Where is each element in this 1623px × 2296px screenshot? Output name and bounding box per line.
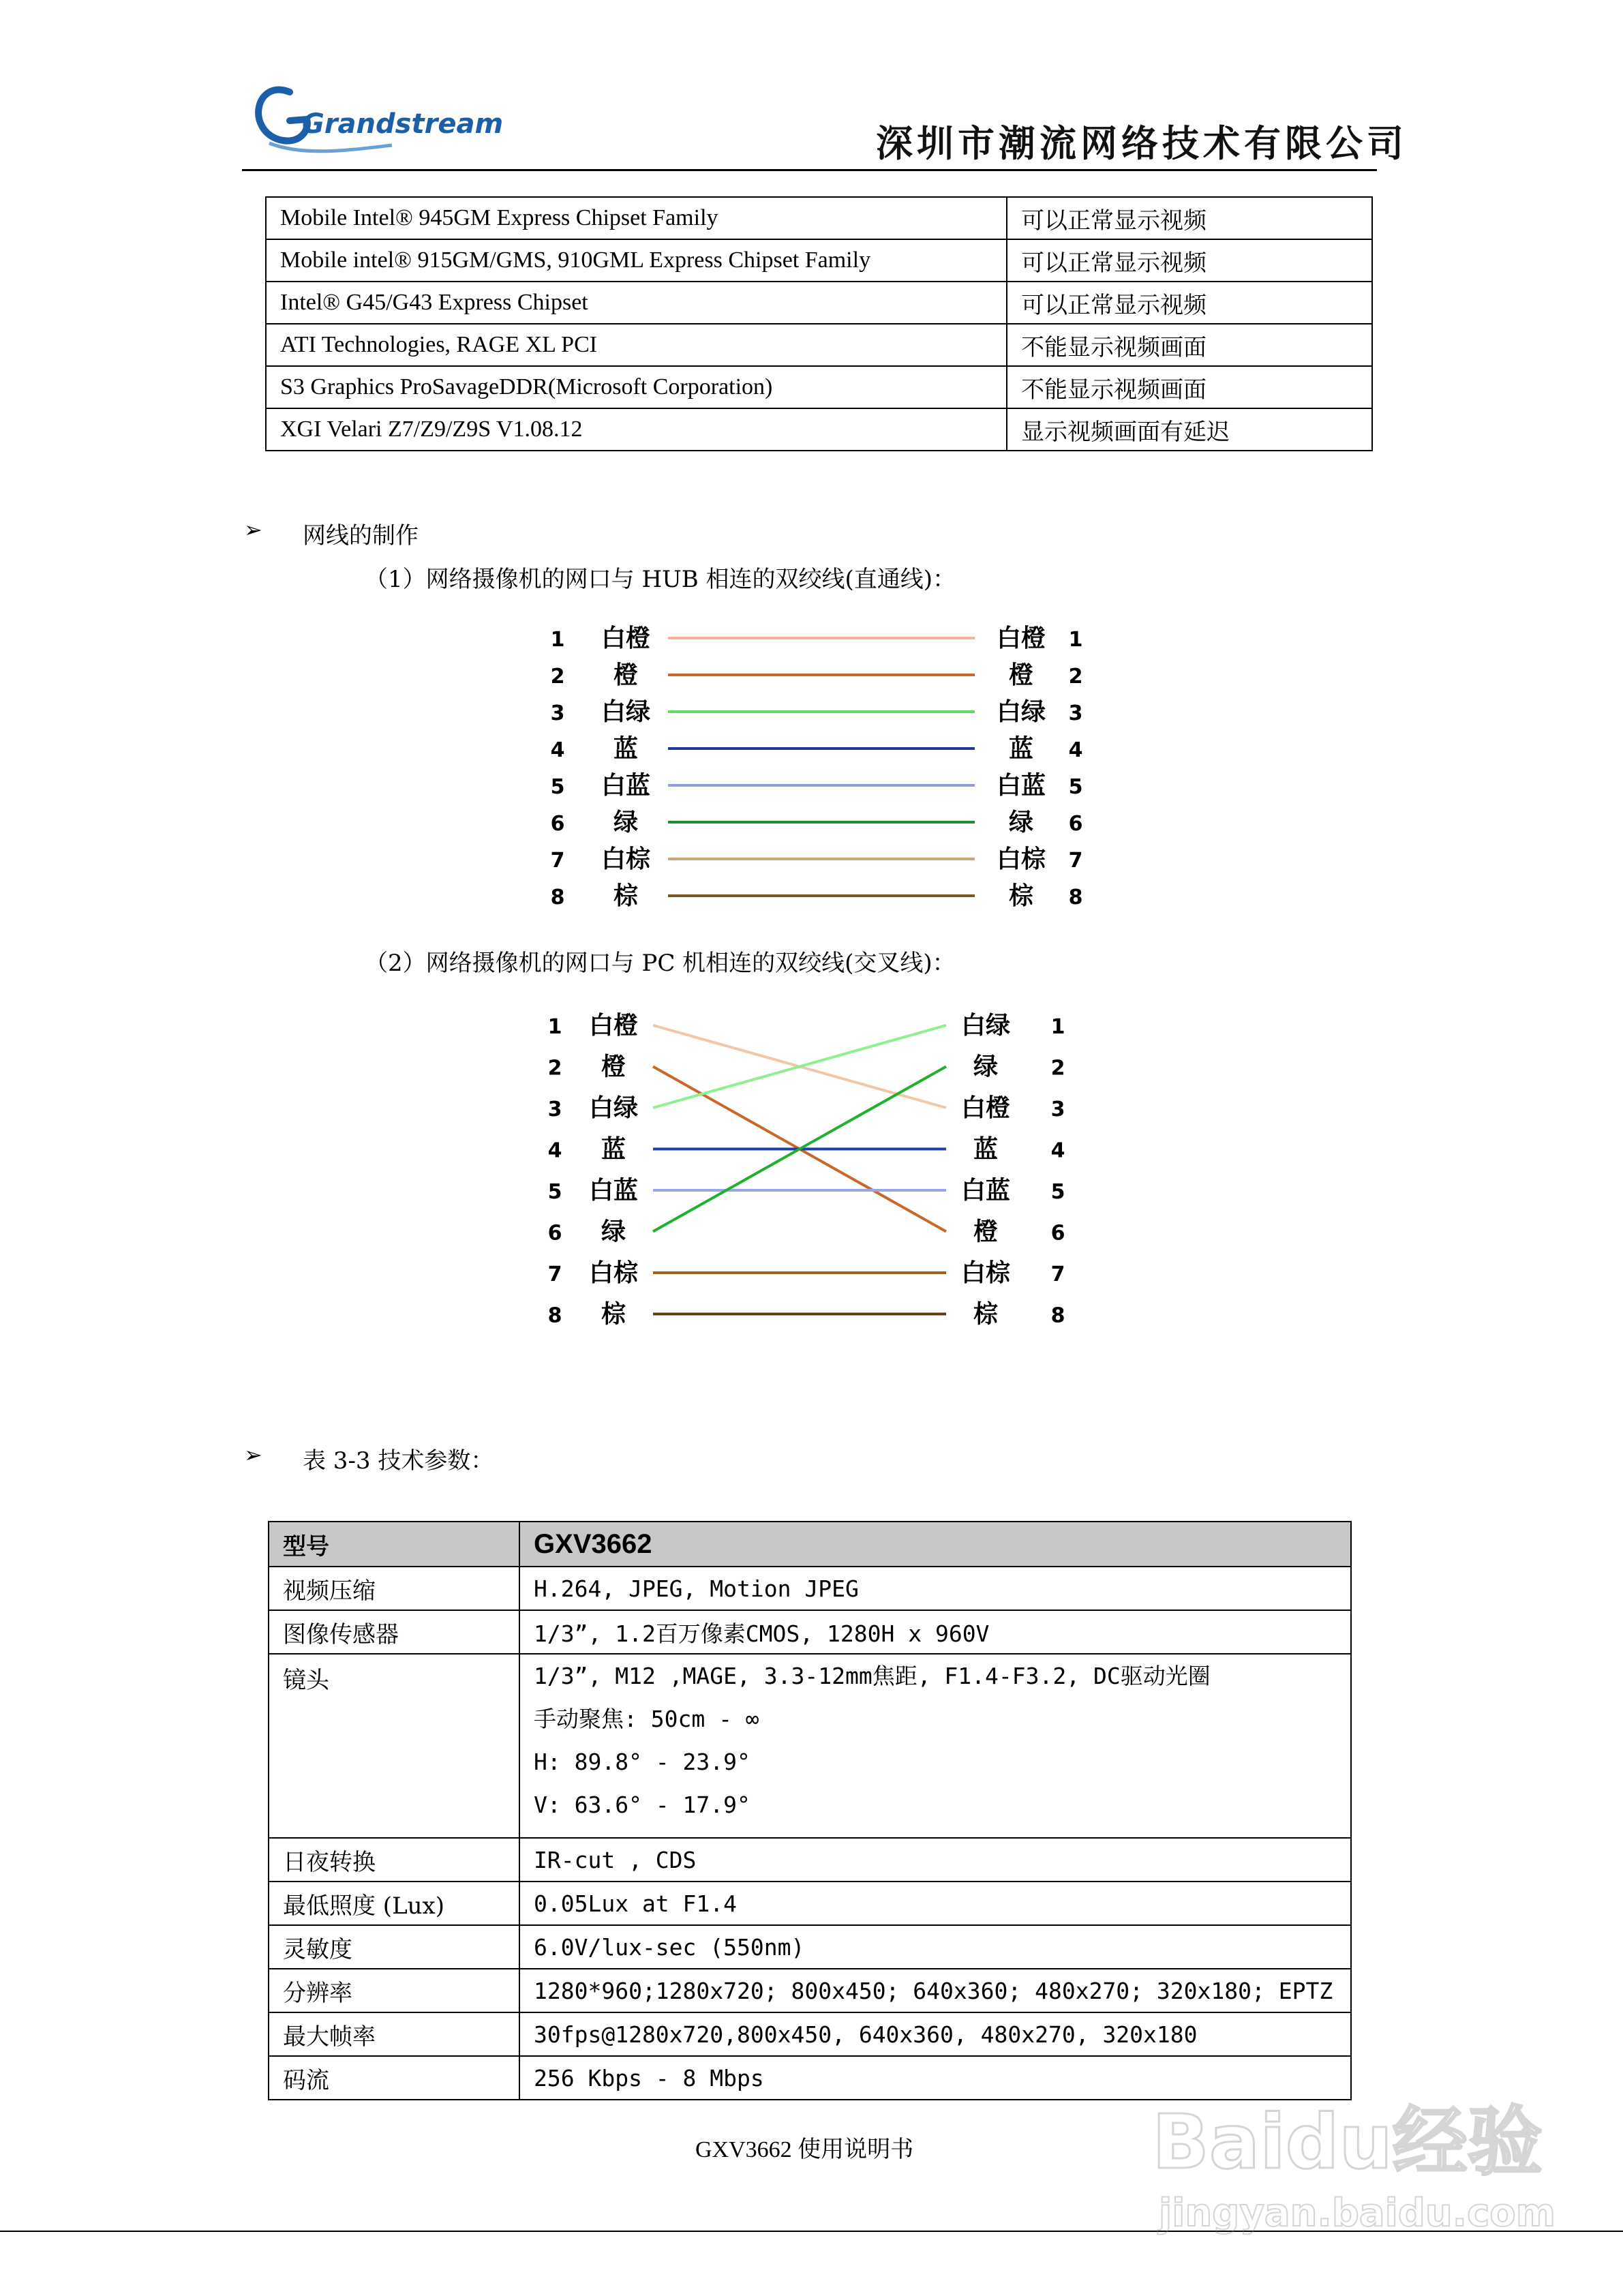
spec-key: 最大帧率	[269, 2012, 519, 2056]
footer-doc-title: GXV3662 使用说明书	[695, 2137, 914, 2162]
table-row	[269, 1925, 1351, 1969]
spec-value: 30fps@1280x720,800x450, 640x360, 480x270, 320x180	[519, 2012, 1351, 2056]
chipset-result: 可以正常显示视频	[1007, 239, 1372, 282]
watermark-url: jingyan.baidu.com	[1159, 2191, 1556, 2235]
lens-line: H: 89.8° - 23.9°	[534, 1749, 750, 1775]
left-wire-label: 绿	[601, 1218, 626, 1246]
left-wire-label: 白蓝	[601, 772, 651, 800]
chipset-name: Intel® G45/G43 Express Chipset	[266, 282, 1007, 324]
table-row	[266, 239, 1372, 282]
right-wire-label: 蓝	[1008, 735, 1034, 763]
left-wire-label: 白棕	[588, 1259, 639, 1287]
left-wire-label: 白绿	[588, 1094, 639, 1122]
right-pin-number: 2	[1068, 665, 1083, 689]
right-wire-label: 橙	[1008, 661, 1034, 689]
right-pin-number: 4	[1050, 1138, 1065, 1163]
spec-value: IR-cut , CDS	[519, 1838, 1351, 1882]
left-wire-label: 白蓝	[588, 1177, 639, 1205]
chipset-result: 不能显示视频画面	[1007, 324, 1372, 366]
chipset-result: 可以正常显示视频	[1007, 282, 1372, 324]
table-row	[269, 1522, 1351, 1567]
left-pin-number: 4	[550, 738, 565, 762]
straight-wiring-diagram	[545, 614, 1104, 920]
header-rule	[242, 169, 1377, 171]
right-pin-number: 7	[1050, 1263, 1065, 1286]
right-pin-number: 7	[1068, 849, 1083, 873]
right-pin-number: 8	[1050, 1303, 1065, 1328]
left-pin-number: 1	[547, 1015, 562, 1039]
right-wire-label: 绿	[973, 1053, 999, 1081]
left-wire-label: 白橙	[601, 624, 651, 652]
left-pin-number: 4	[547, 1138, 562, 1163]
spec-key: 日夜转换	[269, 1838, 519, 1882]
chipset-result: 显示视频画面有延迟	[1007, 408, 1372, 451]
left-wire-label: 橙	[613, 661, 639, 689]
left-wire-label: 蓝	[601, 1135, 626, 1164]
right-pin-number: 1	[1050, 1015, 1065, 1039]
table-row	[266, 366, 1372, 408]
table-row	[269, 1567, 1351, 1610]
table-row	[269, 1969, 1351, 2012]
spec-key: 镜头	[269, 1654, 519, 1838]
left-pin-number: 1	[550, 628, 565, 652]
table-row	[266, 324, 1372, 366]
left-pin-number: 3	[547, 1098, 562, 1121]
left-wire-label: 蓝	[613, 735, 639, 763]
spec-key: 最低照度 (Lux)	[269, 1882, 519, 1925]
left-wire-label: 绿	[613, 809, 639, 836]
right-pin-number: 3	[1050, 1098, 1065, 1121]
chipset-name: S3 Graphics ProSavageDDR(Microsoft Corporation)	[266, 366, 1007, 408]
right-wire-label: 棕	[1008, 882, 1034, 910]
right-pin-number: 4	[1068, 738, 1083, 762]
left-wire-label: 白绿	[601, 698, 651, 726]
right-wire-label: 白蓝	[996, 772, 1046, 800]
spec-key: 码流	[269, 2056, 519, 2100]
table-row	[269, 1654, 1351, 1838]
spec-value: GXV3662	[519, 1522, 1351, 1567]
right-wire-label: 绿	[1008, 809, 1034, 836]
left-pin-number: 7	[547, 1263, 562, 1286]
left-pin-number: 5	[550, 775, 565, 799]
section-title-spec: 表 3-3 技术参数：	[303, 1447, 494, 1475]
right-pin-number: 3	[1068, 701, 1083, 725]
watermark-main: Baidu经验	[1152, 2098, 1543, 2186]
table-row	[266, 282, 1372, 324]
bullet-icon: ➢	[244, 517, 262, 543]
spec-value: H.264, JPEG, Motion JPEG	[519, 1567, 1351, 1610]
right-pin-number: 6	[1050, 1221, 1065, 1245]
spec-value: 1/3”, 1.2百万像素CMOS, 1280H x 960V	[519, 1610, 1351, 1654]
brand-text: Grandstream	[302, 108, 504, 140]
spec-table	[268, 1521, 1352, 2100]
left-pin-number: 8	[547, 1303, 562, 1328]
chipset-name: XGI Velari Z7/Z9/Z9S V1.08.12	[266, 408, 1007, 451]
section-title-cable: 网线的制作	[303, 522, 419, 549]
left-pin-number: 2	[550, 665, 565, 689]
spec-value: 256 Kbps - 8 Mbps	[519, 2056, 1351, 2100]
chipset-name: ATI Technologies, RAGE XL PCI	[266, 324, 1007, 366]
left-pin-number: 8	[550, 886, 565, 909]
left-pin-number: 7	[550, 849, 565, 873]
right-wire-label: 白蓝	[960, 1177, 1011, 1205]
chipset-name: Mobile intel® 915GM/GMS, 910GML Express Chipset Family	[266, 239, 1007, 282]
chipset-result: 可以正常显示视频	[1007, 197, 1372, 239]
cross-wiring-diagram	[532, 1002, 1091, 1329]
lens-line: 1/3”, M12 ,MAGE, 3.3-12mm焦距, F1.4-F3.2, DC驱动光圈	[534, 1663, 1211, 1689]
right-wire-label: 白棕	[996, 845, 1046, 873]
left-wire-label: 白橙	[588, 1012, 639, 1040]
left-pin-number: 5	[547, 1180, 562, 1204]
lens-line: V: 63.6° - 17.9°	[534, 1792, 750, 1818]
spec-value	[519, 1654, 1351, 1838]
cross-caption: （2）网络摄像机的网口与 PC 机相连的双绞线(交叉线)：	[365, 950, 956, 977]
right-pin-number: 2	[1050, 1056, 1065, 1081]
table-row	[269, 1882, 1351, 1925]
left-pin-number: 2	[547, 1056, 562, 1081]
table-row	[269, 2012, 1351, 2056]
spec-key: 图像传感器	[269, 1610, 519, 1654]
spec-key: 视频压缩	[269, 1567, 519, 1610]
left-wire-label: 棕	[601, 1300, 626, 1329]
spec-key: 型号	[269, 1522, 519, 1567]
right-wire-label: 蓝	[973, 1135, 999, 1164]
lens-line: 手动聚焦: 50cm - ∞	[534, 1706, 759, 1732]
table-row	[269, 1610, 1351, 1654]
right-wire-label: 白绿	[960, 1012, 1011, 1040]
left-pin-number: 3	[550, 701, 565, 725]
spec-key: 灵敏度	[269, 1925, 519, 1969]
spec-value: 1280*960;1280x720; 800x450; 640x360; 480x270; 320x180; EPTZ	[519, 1969, 1351, 2012]
spec-key: 分辨率	[269, 1969, 519, 2012]
right-pin-number: 8	[1068, 886, 1083, 909]
right-wire-label: 白橙	[960, 1094, 1011, 1122]
spec-value: 0.05Lux at F1.4	[519, 1882, 1351, 1925]
right-wire-label: 白棕	[960, 1259, 1011, 1287]
left-wire-label: 棕	[613, 882, 639, 910]
grandstream-logo	[242, 65, 504, 167]
company-name: 深圳市潮流网络技术有限公司	[876, 121, 1408, 165]
right-wire-label: 白橙	[996, 624, 1046, 652]
right-wire-label: 橙	[973, 1218, 999, 1246]
chipset-result: 不能显示视频画面	[1007, 366, 1372, 408]
right-pin-number: 5	[1068, 775, 1083, 799]
table-row	[266, 197, 1372, 239]
spec-value: 6.0V/lux-sec (550nm)	[519, 1925, 1351, 1969]
right-wire-label: 白绿	[996, 698, 1046, 726]
right-pin-number: 6	[1068, 812, 1083, 836]
baidu-watermark	[1145, 2086, 1556, 2243]
table-row	[269, 1838, 1351, 1882]
straight-caption: （1）网络摄像机的网口与 HUB 相连的双绞线(直通线)：	[365, 566, 956, 593]
left-pin-number: 6	[547, 1221, 562, 1245]
left-wire-label: 白棕	[601, 845, 651, 873]
table-row	[266, 408, 1372, 451]
right-pin-number: 5	[1050, 1180, 1065, 1204]
right-wire-label: 棕	[973, 1300, 999, 1329]
chipset-name: Mobile Intel® 945GM Express Chipset Family	[266, 197, 1007, 239]
left-pin-number: 6	[550, 812, 565, 836]
left-wire-label: 橙	[601, 1053, 626, 1081]
chipset-table	[265, 196, 1373, 451]
bullet-icon: ➢	[244, 1442, 262, 1468]
right-pin-number: 1	[1068, 628, 1083, 652]
